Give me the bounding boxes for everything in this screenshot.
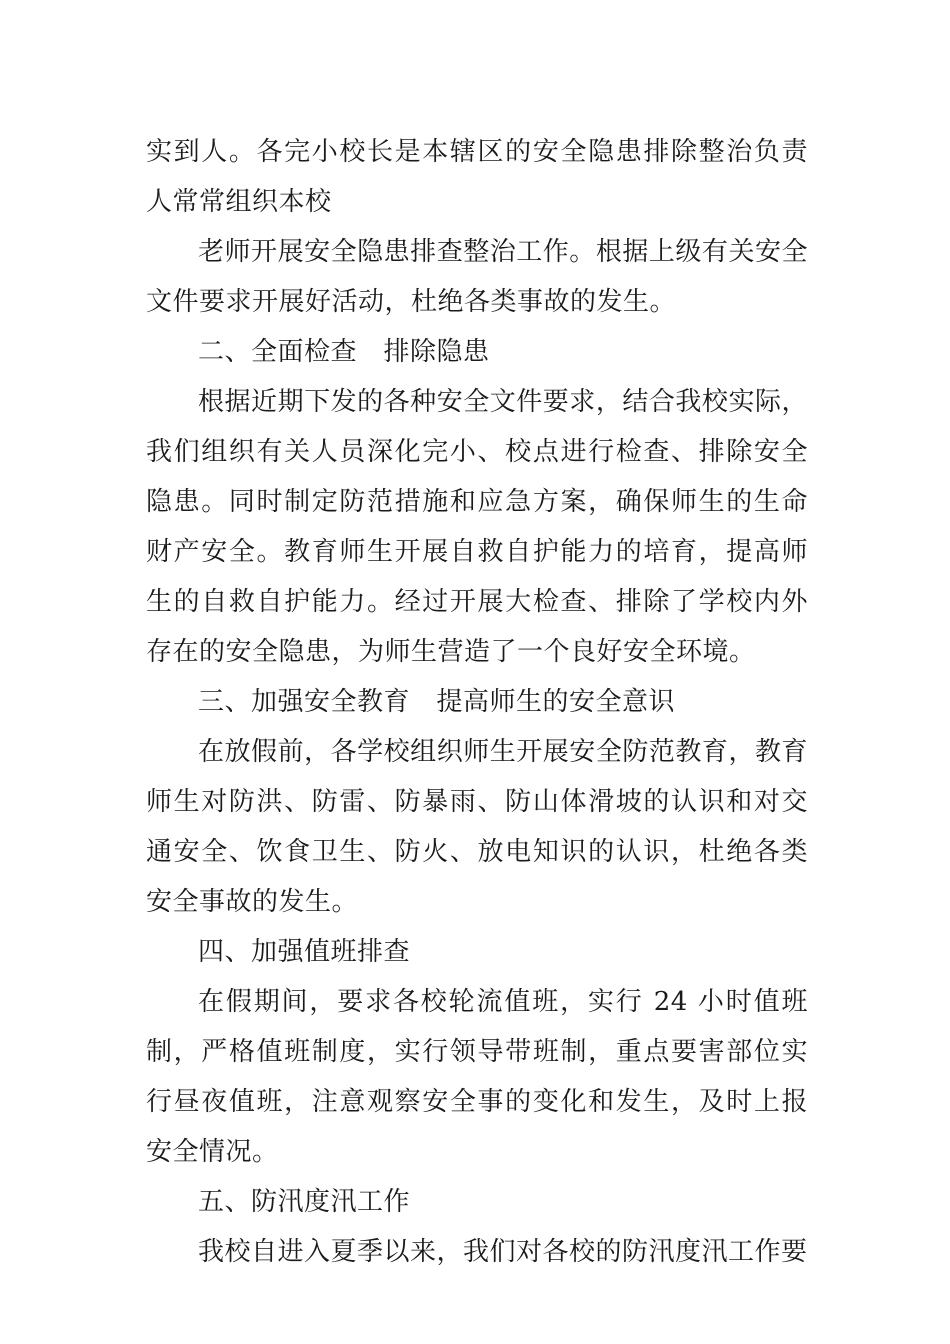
paragraph-4: 在放假前，各学校组织师生开展安全防范教育，教育师生对防洪、防雷、防暴雨、防山体滑坡的认识和对交通安全、饮食卫生、防火、放电知识的认识，杜绝各类安全事故的发生。 (146, 737, 808, 917)
section-heading-3: 三、加强安全教育 提高师生的安全意识 (198, 687, 676, 717)
section-heading-4: 四、加强值班排查 (198, 937, 411, 967)
paragraph-1: 实到人。各完小校长是本辖区的安全隐患排除整治负责人常常组织本校 (146, 137, 808, 217)
section-heading-2: 二、全面检查 排除隐患 (198, 337, 490, 367)
section-heading-5: 五、防汛度汛工作 (198, 1187, 411, 1217)
paragraph-5: 在假期间，要求各校轮流值班，实行 24 小时值班制，严格值班制度，实行领导带班制，重点要害部位实行昼夜值班，注意观察安全事的变化和发生，及时上报安全情况。 (146, 987, 808, 1167)
paragraph-6: 我校自进入夏季以来，我们对各校的防汛度汛工作要 (198, 1237, 808, 1267)
paragraph-3: 根据近期下发的各种安全文件要求，结合我校实际，我们组织有关人员深化完小、校点进行检查、排除安全隐患。同时制定防范措施和应急方案，确保师生的生命财产安全。教育师生开展自救自护能力的培育，提高师生的自救自护能力。经过开展大检查、排除了学校内外存在的安全隐患，为师生营造了一个良好安全环境。 (146, 387, 808, 667)
paragraph-2: 老师开展安全隐患排查整治工作。根据上级有关安全文件要求开展好活动，杜绝各类事故的发生。 (146, 237, 808, 317)
document-body (146, 127, 808, 1277)
